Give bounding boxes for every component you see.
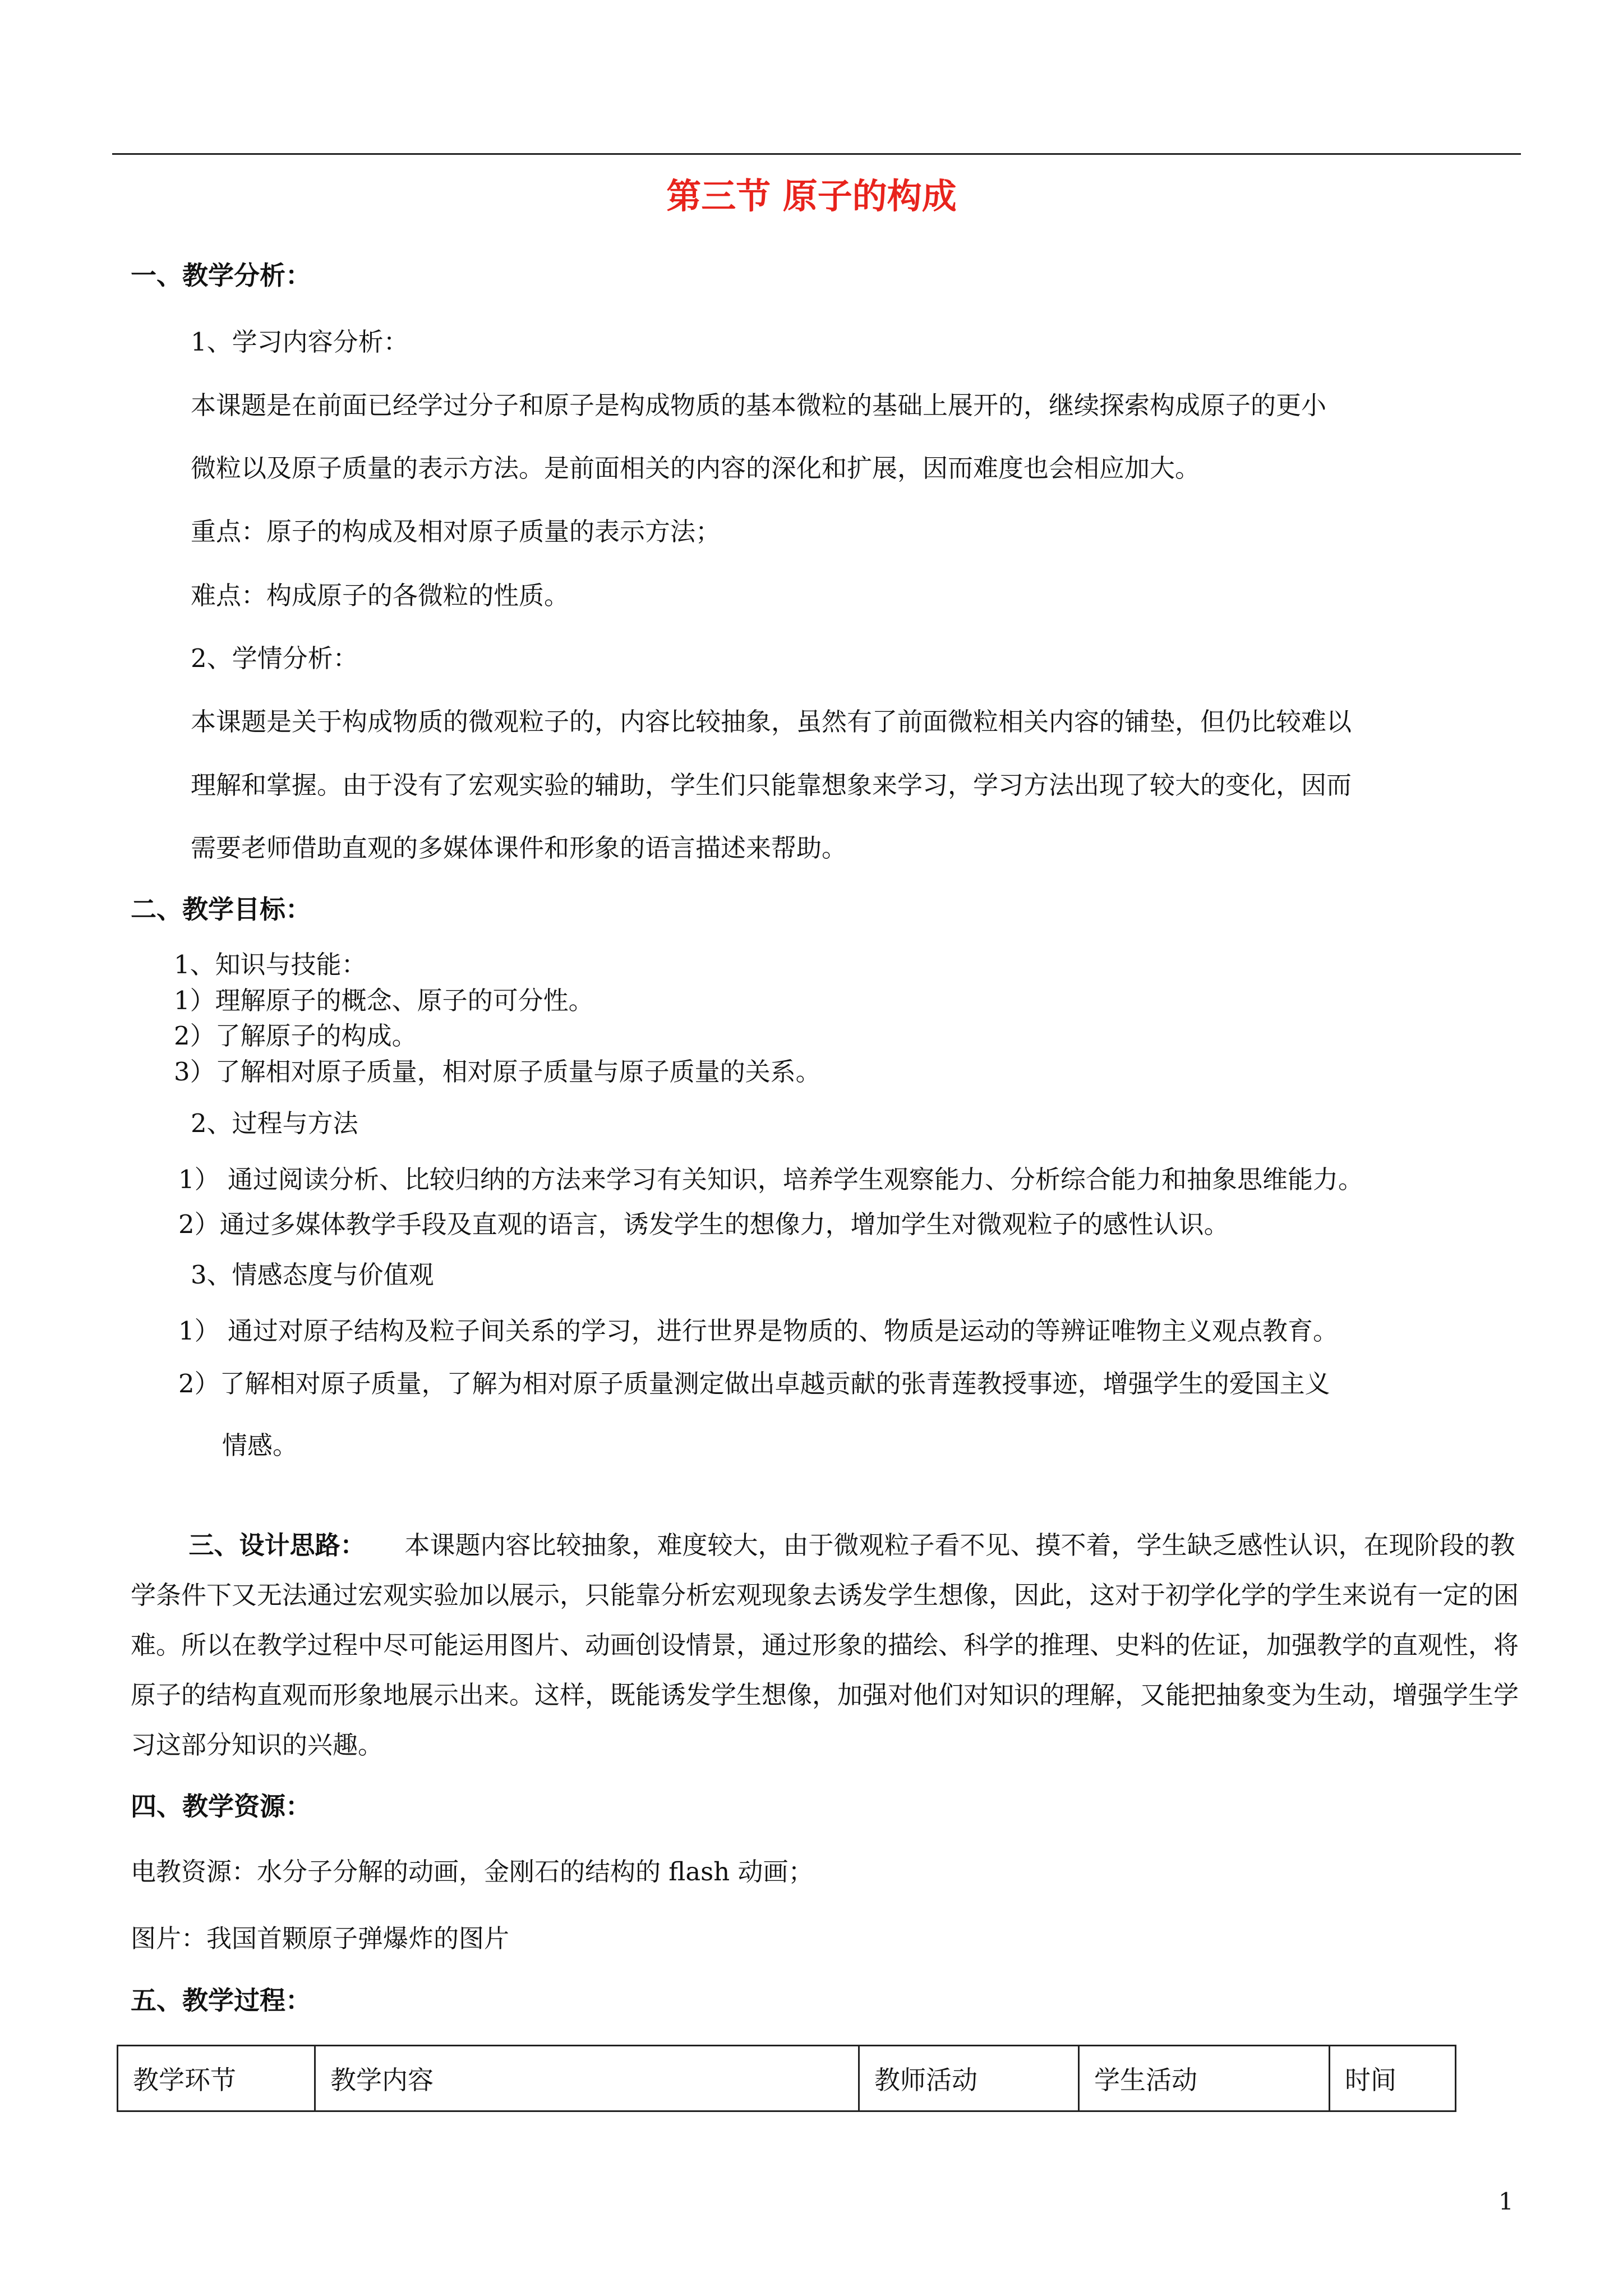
page-number: 1 [1498,2188,1514,2215]
objective-group: 2、过程与方法 [191,1108,358,1138]
resource-item: 图片：我国首颗原子弹爆炸的图片 [131,1924,510,1953]
section-heading-objectives: 二、教学目标： [131,894,311,924]
process-table [117,2045,1456,2112]
subheading-content-analysis: 1、学习内容分析： [191,327,409,357]
paragraph-line: 微粒以及原子质量的表示方法。是前面相关的内容的深化和扩展，因而难度也会相应加大。 [191,453,1201,483]
objective-item: 1） 通过对原子结构及粒子间关系的学习，进行世界是物质的、物质是运动的等辨证唯物主义观点教育。 [178,1316,1338,1346]
section-heading-resources: 四、教学资源： [131,1791,311,1821]
objective-group: 3、情感态度与价值观 [191,1260,434,1290]
objective-item: 2）了解原子的构成。 [174,1021,417,1051]
subheading-learner-analysis: 2、学情分析： [191,643,358,673]
objective-item: 2）了解相对原子质量，了解为相对原子质量测定做出卓越贡献的张青莲教授事迹，增强学生的爱国主义 [178,1369,1330,1398]
table-header-cell: 学生活动 [1079,2046,1330,2111]
section-heading-process: 五、教学过程： [131,1985,311,2016]
paragraph-line: 理解和掌握。由于没有了宏观实验的辅助，学生们只能靠想象来学习，学习方法出现了较大的变化，因而 [191,770,1352,800]
objective-group: 1、知识与技能： [174,950,367,979]
objective-item: 1）理解原子的概念、原子的可分性。 [174,986,594,1015]
section-heading-analysis: 一、教学分析： [131,260,311,291]
table-header-cell: 教师活动 [859,2046,1079,2111]
page-title: 第三节 原子的构成 [666,176,957,217]
difficult-point: 难点：构成原子的各微粒的性质。 [191,581,570,610]
paragraph-line: 需要老师借助直观的多媒体课件和形象的语言描述来帮助。 [191,833,847,863]
design-body: 本课题内容比较抽象，难度较大，由于微观粒子看不见、摸不着，学生缺乏感性认识，在现阶段的教学条件下又无法通过宏观实验加以展示，只能靠分析宏观现象去诱发学生想像，因此，这对于初学化学的学生来说有一定的困难。所以在教学过程中尽可能运用图片、动画创设情景，通过形象的描绘、科学的推理、史料的佐证，加强教学的直观性，将原子的结构直观而形象地展示出来。这样，既能诱发学生想像，加强对他们对知识的理解，又能把抽象变为生动，增强学生学习这部分知识的兴趣。 [131,1530,1519,1760]
objective-item: 2）通过多媒体教学手段及直观的语言，诱发学生的想像力，增加学生对微观粒子的感性认识。 [178,1209,1229,1239]
objective-item: 3）了解相对原子质量，相对原子质量与原子质量的关系。 [174,1057,821,1087]
table-header-cell: 时间 [1330,2046,1456,2111]
key-point: 重点：原子的构成及相对原子质量的表示方法； [191,517,721,546]
paragraph-line: 本课题是在前面已经学过分子和原子是构成物质的基本微粒的基础上展开的，继续探索构成原子的更小 [191,390,1327,420]
section-heading-design: 三、设计思路： [188,1530,366,1560]
paragraph-line: 本课题是关于构成物质的微观粒子的，内容比较抽象，虽然有了前面微粒相关内容的铺垫，但仍比较难以 [191,707,1352,737]
resource-item: 电教资源：水分子分解的动画，金刚石的结构的 flash 动画； [131,1857,814,1887]
table-header-cell: 教学环节 [118,2046,315,2111]
design-paragraph [131,1520,1523,1770]
table-header-row [118,2046,1456,2111]
table-header-cell: 教学内容 [315,2046,859,2111]
header-rule [112,153,1521,155]
objective-item-continued: 情感。 [222,1430,298,1460]
objective-item: 1） 通过阅读分析、比较归纳的方法来学习有关知识，培养学生观察能力、分析综合能力和抽象思维能力。 [178,1165,1363,1194]
